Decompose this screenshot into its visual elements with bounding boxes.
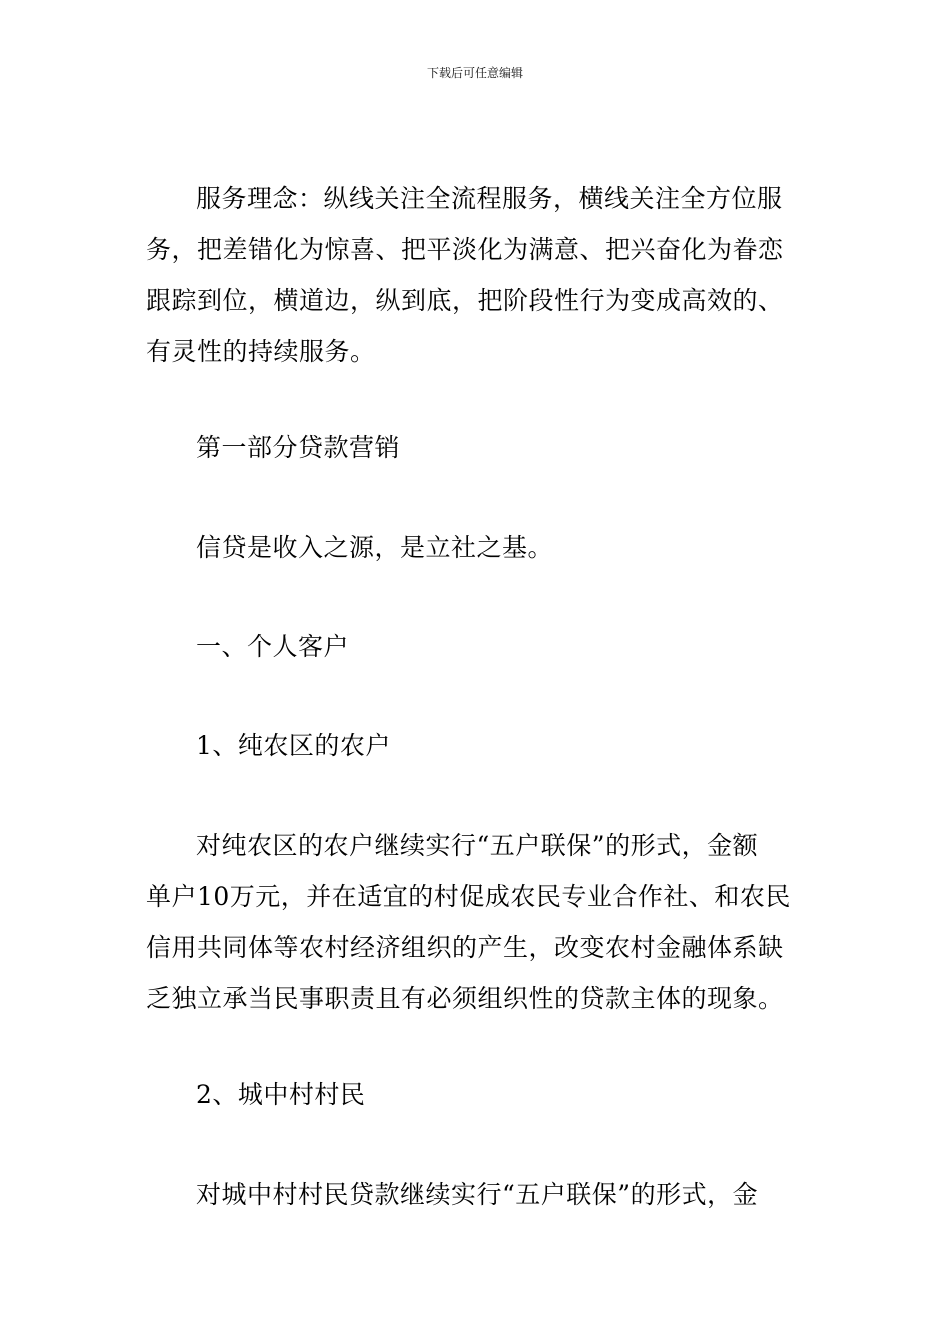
subsection-two-title: 2、城中村村民 [196,1080,366,1109]
service-philosophy-paragraph [146,173,806,377]
paragraph-line: 有灵性的持续服务。 [146,337,376,366]
paragraph-line: 乏独立承当民事职责且有必须组织性的贷款主体的现象。 [146,984,784,1013]
paragraph-line: 对纯农区的农户继续实行“五户联保”的形式，金额 [196,831,759,860]
paragraph-line: 信用共同体等农村经济组织的产生，改变农村金融体系缺 [146,933,784,962]
rural-farmers-paragraph [146,820,806,1024]
credit-statement: 信贷是收入之源，是立社之基。 [196,533,554,562]
section-one-title: 一、个人客户 [196,632,350,661]
subsection-one-title: 1、纯农区的农户 [196,731,391,760]
paragraph-line: 服务理念：纵线关注全流程服务，横线关注全方位服 [196,184,783,213]
paragraph-line: 务，把差错化为惊喜、把平淡化为满意、把兴奋化为眷恋 [146,235,784,264]
paragraph-line: 对城中村村民贷款继续实行“五户联保”的形式，金 [196,1180,759,1209]
part-one-title: 第一部分贷款营销 [196,433,401,462]
header-note: 下载后可任意编辑 [426,66,523,80]
paragraph-line: 跟踪到位，横道边，纵到底，把阶段性行为变成高效的、 [146,286,784,315]
urban-village-paragraph [146,1169,806,1220]
paragraph-line: 单户10万元，并在适宜的村促成农民专业合作社、和农民 [146,882,791,911]
